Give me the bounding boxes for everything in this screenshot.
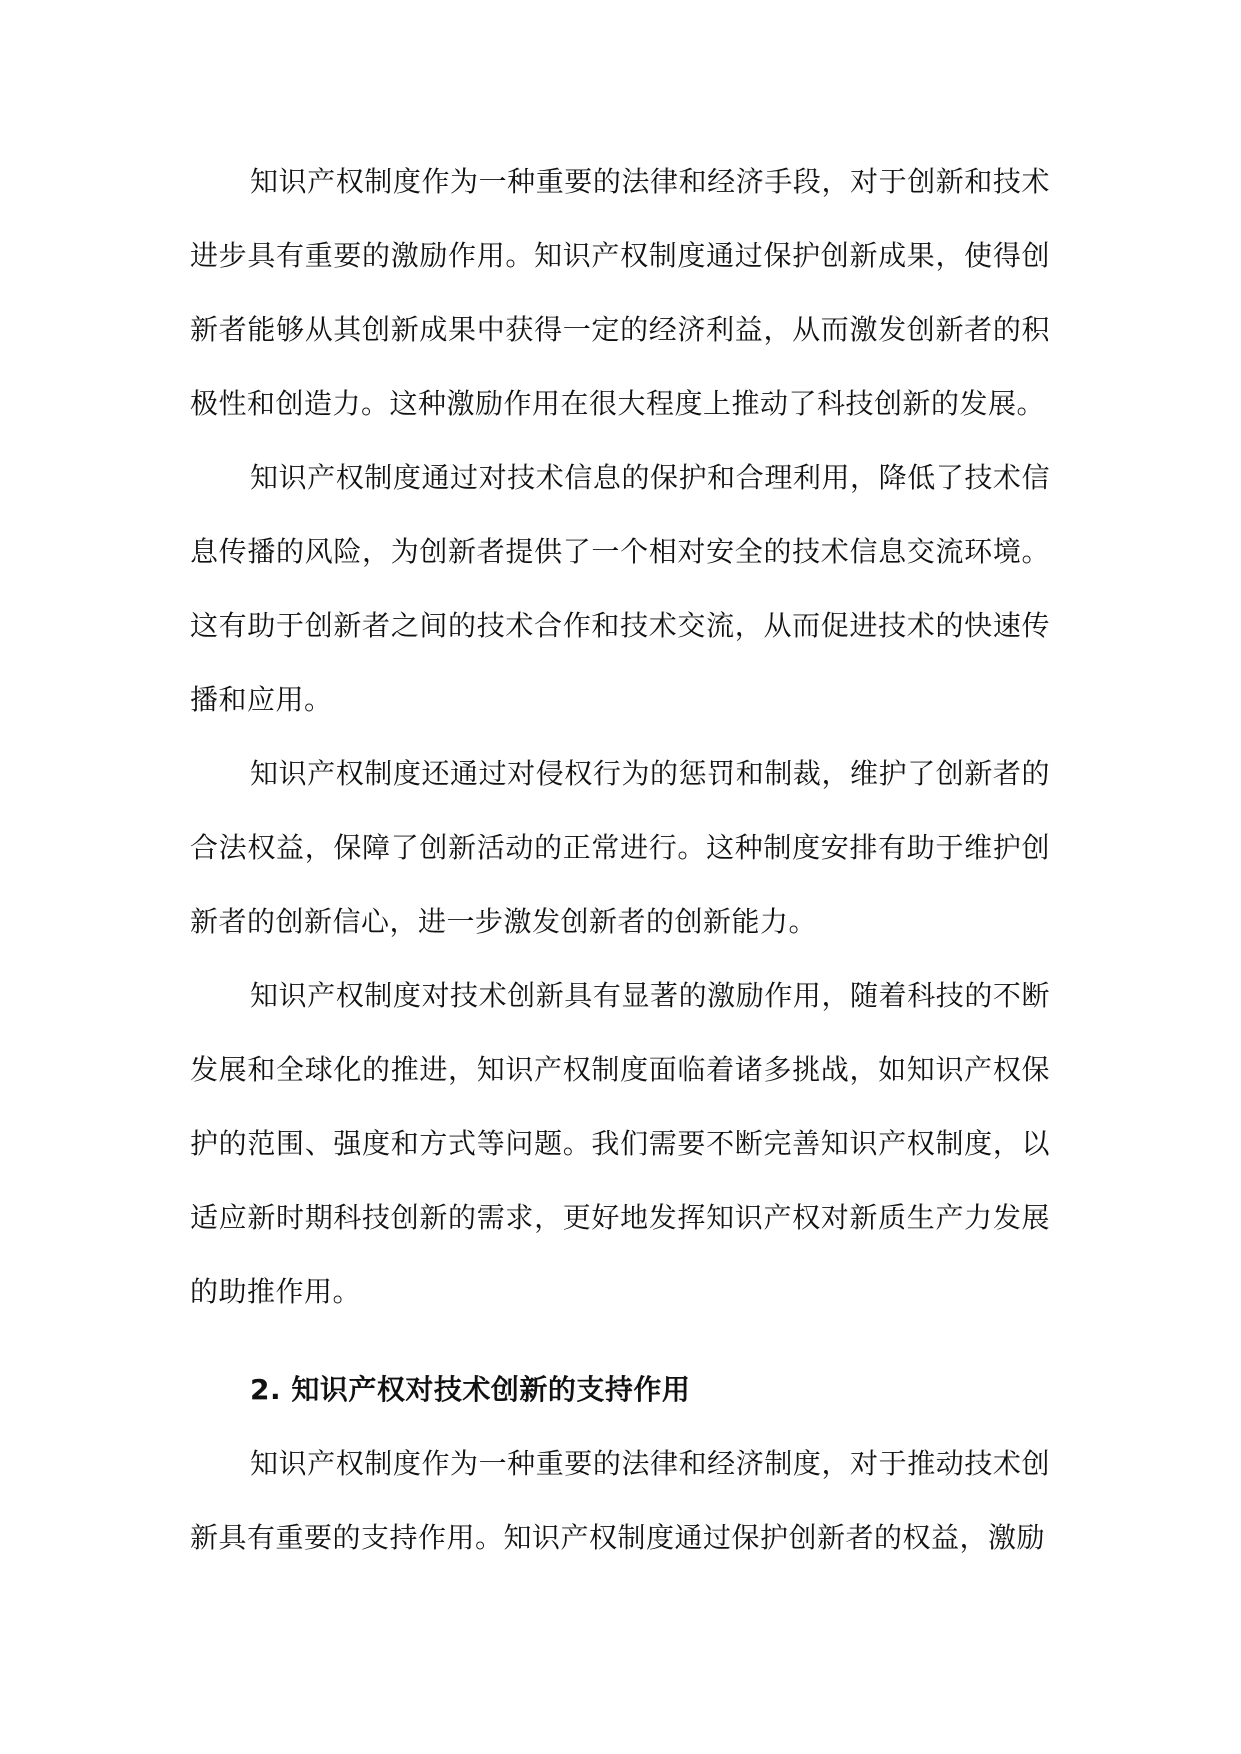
paragraph-support-role: 知识产权制度作为一种重要的法律和经济制度，对于推动技术创新具有重要的支持作用。知识产权制度通过保护创新者的权益，激励 [190,1447,1050,1554]
paragraph-information-protection: 知识产权制度通过对技术信息的保护和合理利用，降低了技术信息传播的风险，为创新者提供了一个相对安全的技术信息交流环境。这有助于创新者之间的技术合作和技术交流，从而促进技术的快速传播和应用。 [190,461,1050,716]
paragraph-challenges: 知识产权制度对技术创新具有显著的激励作用，随着科技的不断发展和全球化的推进，知识产权制度面临着诸多挑战，如知识产权保护的范围、强度和方式等问题。我们需要不断完善知识产权制度，以适应新时期科技创新的需求，更好地发挥知识产权对新质生产力发展的助推作用。 [190,979,1050,1308]
paragraph-incentive-role: 知识产权制度作为一种重要的法律和经济手段，对于创新和技术进步具有重要的激励作用。知识产权制度通过保护创新成果，使得创新者能够从其创新成果中获得一定的经济利益，从而激发创新者的积极性和创造力。这种激励作用在很大程度上推动了科技创新的发展。 [190,165,1050,420]
document-body [190,145,1050,1575]
paragraph-infringement-penalty: 知识产权制度还通过对侵权行为的惩罚和制裁，维护了创新者的合法权益，保障了创新活动的正常进行。这种制度安排有助于维护创新者的创新信心，进一步激发创新者的创新能力。 [190,757,1050,938]
section-heading: 2. 知识产权对技术创新的支持作用 [250,1373,691,1406]
